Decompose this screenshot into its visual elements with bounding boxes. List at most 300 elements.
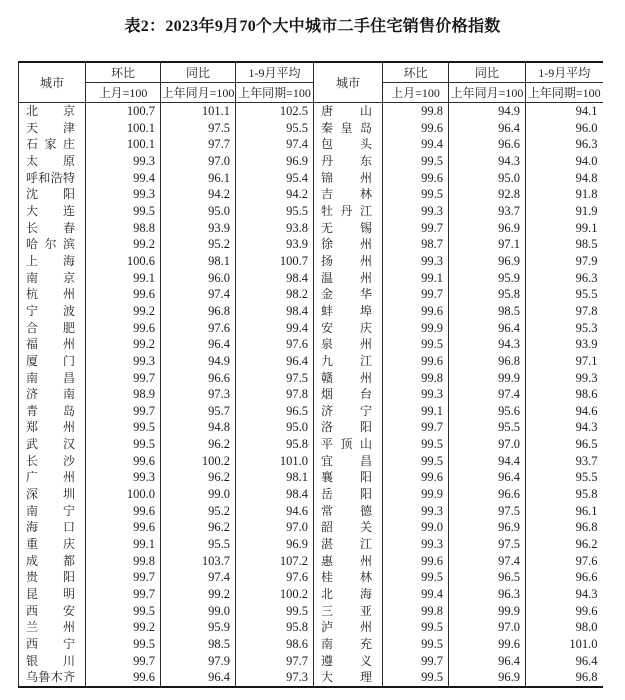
mom-value-left: 99.5 xyxy=(86,636,161,653)
yoy-value-left: 97.5 xyxy=(161,120,236,137)
avg-value-right: 94.3 xyxy=(526,586,603,603)
mom-value-right: 99.7 xyxy=(383,220,449,237)
yoy-value-right: 95.9 xyxy=(449,270,526,287)
avg-value-right: 94.3 xyxy=(526,419,603,436)
table-row xyxy=(19,253,603,270)
city-name-left: 重庆 xyxy=(19,536,86,553)
avg-value-right: 101.0 xyxy=(526,636,603,653)
yoy-value-right: 96.8 xyxy=(449,353,526,370)
mom-value-right: 99.5 xyxy=(383,453,449,470)
mom-value-right: 99.7 xyxy=(383,286,449,303)
yoy-value-right: 96.4 xyxy=(449,469,526,486)
avg-value-right: 94.0 xyxy=(526,153,603,170)
yoy-value-right: 95.6 xyxy=(449,403,526,420)
table-row xyxy=(19,586,603,603)
table-row xyxy=(19,603,603,620)
yoy-value-right: 97.4 xyxy=(449,553,526,570)
avg-value-right: 95.5 xyxy=(526,469,603,486)
table-row xyxy=(19,553,603,570)
avg-value-left: 95.5 xyxy=(236,203,314,220)
table-row xyxy=(19,453,603,470)
mom-value-left: 99.5 xyxy=(86,603,161,620)
table-row xyxy=(19,320,603,337)
table-row xyxy=(19,619,603,636)
yoy-value-right: 94.3 xyxy=(449,336,526,353)
yoy-value-right: 95.8 xyxy=(449,286,526,303)
avg-value-left: 94.2 xyxy=(236,186,314,203)
mom-value-right: 99.3 xyxy=(383,386,449,403)
city-name-left: 上海 xyxy=(19,253,86,270)
yoy-value-right: 97.5 xyxy=(449,536,526,553)
yoy-value-right: 98.5 xyxy=(449,303,526,320)
avg-value-left: 98.2 xyxy=(236,286,314,303)
avg-value-right: 94.1 xyxy=(526,103,603,120)
city-name-left: 宁波 xyxy=(19,303,86,320)
avg-value-right: 97.1 xyxy=(526,353,603,370)
city-name-right: 吉林 xyxy=(314,186,383,203)
mom-value-right: 99.3 xyxy=(383,203,449,220)
table-title: 表2：2023年9月70个大中城市二手住宅销售价格指数 xyxy=(124,18,501,35)
yoy-value-left: 99.0 xyxy=(161,603,236,620)
yoy-value-left: 97.3 xyxy=(161,386,236,403)
table-row xyxy=(19,136,603,153)
mom-value-left: 100.0 xyxy=(86,486,161,503)
city-name-left: 合肥 xyxy=(19,320,86,337)
yoy-value-right: 96.5 xyxy=(449,569,526,586)
mom-value-left: 99.3 xyxy=(86,353,161,370)
yoy-value-left: 99.0 xyxy=(161,486,236,503)
yoy-value-left: 94.9 xyxy=(161,353,236,370)
mom-value-right: 99.6 xyxy=(383,303,449,320)
yoy-value-right: 93.7 xyxy=(449,203,526,220)
city-name-right: 常德 xyxy=(314,503,383,520)
mom-value-right: 98.7 xyxy=(383,236,449,253)
city-name-right: 大理 xyxy=(314,669,383,687)
yoy-value-right: 96.4 xyxy=(449,120,526,137)
yoy-value-left: 97.6 xyxy=(161,320,236,337)
avg-value-right: 91.8 xyxy=(526,186,603,203)
yoy-value-left: 97.9 xyxy=(161,653,236,670)
mom-value-left: 100.6 xyxy=(86,253,161,270)
table-row xyxy=(19,170,603,187)
yoy-value-left: 97.4 xyxy=(161,286,236,303)
avg-value-left: 95.5 xyxy=(236,120,314,137)
header-yoy-base-right: 上年同月=100 xyxy=(449,83,526,103)
avg-value-left: 98.1 xyxy=(236,469,314,486)
header-avg-base-left: 上年同期=100 xyxy=(236,83,314,103)
mom-value-left: 99.8 xyxy=(86,553,161,570)
yoy-value-right: 96.9 xyxy=(449,669,526,687)
avg-value-left: 97.6 xyxy=(236,336,314,353)
yoy-value-left: 95.7 xyxy=(161,403,236,420)
city-name-left: 北京 xyxy=(19,103,86,120)
avg-value-left: 95.0 xyxy=(236,419,314,436)
yoy-value-left: 94.2 xyxy=(161,186,236,203)
yoy-value-left: 95.0 xyxy=(161,203,236,220)
avg-value-left: 98.4 xyxy=(236,486,314,503)
yoy-value-left: 95.5 xyxy=(161,536,236,553)
city-name-left: 兰州 xyxy=(19,619,86,636)
table-row xyxy=(19,569,603,586)
mom-value-left: 99.5 xyxy=(86,436,161,453)
city-name-right: 锦州 xyxy=(314,170,383,187)
mom-value-left: 99.3 xyxy=(86,469,161,486)
table-row xyxy=(19,469,603,486)
avg-value-right: 93.9 xyxy=(526,336,603,353)
mom-value-right: 99.5 xyxy=(383,186,449,203)
city-name-right: 徐州 xyxy=(314,236,383,253)
yoy-value-right: 97.1 xyxy=(449,236,526,253)
yoy-value-right: 96.6 xyxy=(449,486,526,503)
city-name-right: 平顶山 xyxy=(314,436,383,453)
city-name-right: 襄阳 xyxy=(314,469,383,486)
mom-value-right: 99.9 xyxy=(383,320,449,337)
mom-value-right: 99.3 xyxy=(383,536,449,553)
city-name-right: 宜昌 xyxy=(314,453,383,470)
city-name-left: 昆明 xyxy=(19,586,86,603)
yoy-value-left: 96.1 xyxy=(161,170,236,187)
avg-value-right: 98.6 xyxy=(526,386,603,403)
yoy-value-right: 96.9 xyxy=(449,220,526,237)
avg-value-right: 97.8 xyxy=(526,303,603,320)
avg-value-left: 97.4 xyxy=(236,136,314,153)
avg-value-left: 97.7 xyxy=(236,653,314,670)
mom-value-right: 99.8 xyxy=(383,603,449,620)
mom-value-right: 99.6 xyxy=(383,170,449,187)
yoy-value-left: 99.2 xyxy=(161,586,236,603)
avg-value-right: 96.2 xyxy=(526,536,603,553)
avg-value-left: 96.5 xyxy=(236,403,314,420)
table-row xyxy=(19,336,603,353)
table-row xyxy=(19,536,603,553)
city-name-left: 贵阳 xyxy=(19,569,86,586)
table-row xyxy=(19,519,603,536)
yoy-value-right: 97.0 xyxy=(449,619,526,636)
yoy-value-left: 96.0 xyxy=(161,270,236,287)
mom-value-right: 99.6 xyxy=(383,553,449,570)
yoy-value-right: 94.9 xyxy=(449,103,526,120)
header-mom-base-left: 上月=100 xyxy=(86,83,161,103)
avg-value-left: 100.7 xyxy=(236,253,314,270)
mom-value-right: 99.5 xyxy=(383,619,449,636)
table-row xyxy=(19,653,603,670)
avg-value-right: 99.6 xyxy=(526,603,603,620)
avg-value-left: 96.9 xyxy=(236,153,314,170)
avg-value-left: 95.8 xyxy=(236,619,314,636)
header-yoy-right: 同比 xyxy=(449,62,526,83)
table-row xyxy=(19,236,603,253)
mom-value-left: 99.6 xyxy=(86,453,161,470)
mom-value-left: 99.2 xyxy=(86,336,161,353)
yoy-value-right: 97.5 xyxy=(449,503,526,520)
avg-value-left: 101.0 xyxy=(236,453,314,470)
yoy-value-left: 95.2 xyxy=(161,236,236,253)
city-name-left: 西安 xyxy=(19,603,86,620)
table-row xyxy=(19,303,603,320)
city-name-left: 南宁 xyxy=(19,503,86,520)
yoy-value-left: 96.4 xyxy=(161,336,236,353)
mom-value-left: 99.7 xyxy=(86,653,161,670)
yoy-value-right: 96.6 xyxy=(449,136,526,153)
mom-value-left: 98.8 xyxy=(86,220,161,237)
city-name-left: 福州 xyxy=(19,336,86,353)
avg-value-left: 96.9 xyxy=(236,536,314,553)
mom-value-right: 99.0 xyxy=(383,519,449,536)
avg-value-left: 98.4 xyxy=(236,303,314,320)
avg-value-left: 95.8 xyxy=(236,436,314,453)
city-name-left: 深圳 xyxy=(19,486,86,503)
yoy-value-right: 94.4 xyxy=(449,453,526,470)
city-name-left: 石家庄 xyxy=(19,136,86,153)
avg-value-left: 107.2 xyxy=(236,553,314,570)
table-row xyxy=(19,370,603,387)
city-name-left: 天津 xyxy=(19,120,86,137)
mom-value-right: 99.5 xyxy=(383,669,449,687)
avg-value-right: 96.1 xyxy=(526,503,603,520)
city-name-right: 泉州 xyxy=(314,336,383,353)
avg-value-left: 97.8 xyxy=(236,386,314,403)
avg-value-right: 96.6 xyxy=(526,569,603,586)
yoy-value-left: 97.7 xyxy=(161,136,236,153)
yoy-value-left: 96.4 xyxy=(161,669,236,687)
yoy-value-left: 93.9 xyxy=(161,220,236,237)
yoy-value-left: 96.6 xyxy=(161,370,236,387)
yoy-value-right: 97.4 xyxy=(449,386,526,403)
city-name-left: 济南 xyxy=(19,386,86,403)
city-name-right: 秦皇岛 xyxy=(314,120,383,137)
avg-value-right: 96.4 xyxy=(526,653,603,670)
city-name-left: 西宁 xyxy=(19,636,86,653)
mom-value-right: 99.4 xyxy=(383,586,449,603)
avg-value-right: 96.8 xyxy=(526,519,603,536)
avg-value-left: 98.6 xyxy=(236,636,314,653)
yoy-value-right: 97.0 xyxy=(449,436,526,453)
mom-value-right: 99.6 xyxy=(383,120,449,137)
avg-value-right: 96.8 xyxy=(526,669,603,687)
yoy-value-left: 98.1 xyxy=(161,253,236,270)
city-name-left: 青岛 xyxy=(19,403,86,420)
city-name-right: 蚌埠 xyxy=(314,303,383,320)
yoy-value-left: 100.2 xyxy=(161,453,236,470)
table-row xyxy=(19,669,603,687)
avg-value-left: 97.6 xyxy=(236,569,314,586)
city-name-right: 三亚 xyxy=(314,603,383,620)
city-name-right: 韶关 xyxy=(314,519,383,536)
mom-value-left: 99.1 xyxy=(86,270,161,287)
avg-value-right: 99.3 xyxy=(526,370,603,387)
mom-value-left: 99.6 xyxy=(86,519,161,536)
mom-value-left: 99.7 xyxy=(86,569,161,586)
yoy-value-right: 99.6 xyxy=(449,636,526,653)
city-name-right: 金华 xyxy=(314,286,383,303)
avg-value-right: 96.5 xyxy=(526,436,603,453)
yoy-value-left: 96.8 xyxy=(161,303,236,320)
table-body xyxy=(19,103,603,687)
yoy-value-left: 96.2 xyxy=(161,519,236,536)
avg-value-right: 95.8 xyxy=(526,486,603,503)
city-name-right: 泸州 xyxy=(314,619,383,636)
city-name-right: 温州 xyxy=(314,270,383,287)
yoy-value-left: 97.4 xyxy=(161,569,236,586)
yoy-value-right: 92.8 xyxy=(449,186,526,203)
avg-value-right: 97.9 xyxy=(526,253,603,270)
city-name-left: 杭州 xyxy=(19,286,86,303)
yoy-value-right: 95.0 xyxy=(449,170,526,187)
city-name-right: 唐山 xyxy=(314,103,383,120)
avg-value-left: 97.0 xyxy=(236,519,314,536)
yoy-value-left: 95.9 xyxy=(161,619,236,636)
table-row xyxy=(19,353,603,370)
table-row xyxy=(19,120,603,137)
header-avg-base-right: 上年同期=100 xyxy=(526,83,603,103)
mom-value-left: 99.2 xyxy=(86,303,161,320)
avg-value-left: 94.6 xyxy=(236,503,314,520)
city-name-left: 长春 xyxy=(19,220,86,237)
city-name-right: 烟台 xyxy=(314,386,383,403)
city-name-left: 厦门 xyxy=(19,353,86,370)
table-row xyxy=(19,403,603,420)
city-name-right: 牡丹江 xyxy=(314,203,383,220)
mom-value-right: 99.6 xyxy=(383,353,449,370)
mom-value-left: 99.7 xyxy=(86,370,161,387)
yoy-value-right: 96.4 xyxy=(449,653,526,670)
avg-value-left: 102.5 xyxy=(236,103,314,120)
avg-value-left: 97.5 xyxy=(236,370,314,387)
yoy-value-left: 101.1 xyxy=(161,103,236,120)
mom-value-left: 99.4 xyxy=(86,170,161,187)
avg-value-left: 97.3 xyxy=(236,669,314,687)
city-name-right: 无锡 xyxy=(314,220,383,237)
city-name-right: 南充 xyxy=(314,636,383,653)
city-name-left: 南京 xyxy=(19,270,86,287)
mom-value-right: 99.4 xyxy=(383,136,449,153)
city-name-left: 武汉 xyxy=(19,436,86,453)
mom-value-right: 99.1 xyxy=(383,403,449,420)
mom-value-left: 99.2 xyxy=(86,619,161,636)
avg-value-left: 96.4 xyxy=(236,353,314,370)
avg-value-left: 99.4 xyxy=(236,320,314,337)
mom-value-left: 99.5 xyxy=(86,203,161,220)
mom-value-right: 99.5 xyxy=(383,569,449,586)
mom-value-right: 99.7 xyxy=(383,419,449,436)
mom-value-right: 99.7 xyxy=(383,653,449,670)
mom-value-left: 99.2 xyxy=(86,236,161,253)
table-row xyxy=(19,386,603,403)
city-name-right: 洛阳 xyxy=(314,419,383,436)
mom-value-left: 100.7 xyxy=(86,103,161,120)
mom-value-right: 99.5 xyxy=(383,636,449,653)
mom-value-right: 99.1 xyxy=(383,270,449,287)
table-row xyxy=(19,419,603,436)
mom-value-right: 99.5 xyxy=(383,436,449,453)
table-row xyxy=(19,203,603,220)
table-header xyxy=(19,62,603,103)
avg-value-right: 95.5 xyxy=(526,286,603,303)
city-name-left: 广州 xyxy=(19,469,86,486)
city-name-right: 济宁 xyxy=(314,403,383,420)
header-avg-left: 1-9月平均 xyxy=(236,62,314,83)
mom-value-left: 100.1 xyxy=(86,136,161,153)
mom-value-left: 100.1 xyxy=(86,120,161,137)
mom-value-left: 99.6 xyxy=(86,286,161,303)
city-name-right: 遵义 xyxy=(314,653,383,670)
avg-value-right: 98.0 xyxy=(526,619,603,636)
mom-value-left: 99.6 xyxy=(86,503,161,520)
price-index-table xyxy=(18,61,603,688)
yoy-value-right: 99.9 xyxy=(449,370,526,387)
mom-value-right: 99.3 xyxy=(383,503,449,520)
city-name-right: 岳阳 xyxy=(314,486,383,503)
header-mom-right: 环比 xyxy=(383,62,449,83)
city-name-left: 哈尔滨 xyxy=(19,236,86,253)
mom-value-left: 99.3 xyxy=(86,186,161,203)
avg-value-right: 96.3 xyxy=(526,270,603,287)
table-row xyxy=(19,636,603,653)
yoy-value-right: 96.9 xyxy=(449,253,526,270)
city-name-left: 成都 xyxy=(19,553,86,570)
avg-value-right: 95.3 xyxy=(526,320,603,337)
avg-value-right: 96.3 xyxy=(526,136,603,153)
mom-value-right: 99.8 xyxy=(383,370,449,387)
table-row xyxy=(19,103,603,120)
mom-value-left: 99.6 xyxy=(86,320,161,337)
city-name-right: 扬州 xyxy=(314,253,383,270)
city-name-left: 郑州 xyxy=(19,419,86,436)
mom-value-left: 99.5 xyxy=(86,419,161,436)
avg-value-left: 98.4 xyxy=(236,270,314,287)
yoy-value-left: 95.2 xyxy=(161,503,236,520)
table-row xyxy=(19,186,603,203)
table-row xyxy=(19,486,603,503)
avg-value-right: 96.0 xyxy=(526,120,603,137)
table-row xyxy=(19,503,603,520)
table-row xyxy=(19,220,603,237)
mom-value-right: 99.5 xyxy=(383,153,449,170)
header-mom-base-right: 上月=100 xyxy=(383,83,449,103)
yoy-value-right: 99.9 xyxy=(449,603,526,620)
yoy-value-right: 96.9 xyxy=(449,519,526,536)
avg-value-right: 94.8 xyxy=(526,170,603,187)
avg-value-right: 91.9 xyxy=(526,203,603,220)
table-row xyxy=(19,270,603,287)
city-name-right: 惠州 xyxy=(314,553,383,570)
mom-value-left: 99.7 xyxy=(86,586,161,603)
yoy-value-left: 94.8 xyxy=(161,419,236,436)
avg-value-left: 93.8 xyxy=(236,220,314,237)
avg-value-right: 98.5 xyxy=(526,236,603,253)
yoy-value-right: 96.4 xyxy=(449,320,526,337)
city-name-left: 银川 xyxy=(19,653,86,670)
yoy-value-left: 103.7 xyxy=(161,553,236,570)
avg-value-right: 97.6 xyxy=(526,553,603,570)
yoy-value-right: 94.3 xyxy=(449,153,526,170)
header-city-right: 城市 xyxy=(314,62,383,103)
yoy-value-right: 96.3 xyxy=(449,586,526,603)
city-name-right: 九江 xyxy=(314,353,383,370)
city-name-right: 北海 xyxy=(314,586,383,603)
header-yoy-base-left: 上年同月=100 xyxy=(161,83,236,103)
city-name-left: 沈阳 xyxy=(19,186,86,203)
city-name-right: 桂林 xyxy=(314,569,383,586)
avg-value-left: 100.2 xyxy=(236,586,314,603)
table-row xyxy=(19,153,603,170)
yoy-value-left: 97.0 xyxy=(161,153,236,170)
city-name-right: 丹东 xyxy=(314,153,383,170)
mom-value-left: 99.6 xyxy=(86,669,161,687)
yoy-value-left: 96.2 xyxy=(161,469,236,486)
mom-value-right: 99.8 xyxy=(383,103,449,120)
mom-value-right: 99.5 xyxy=(383,336,449,353)
